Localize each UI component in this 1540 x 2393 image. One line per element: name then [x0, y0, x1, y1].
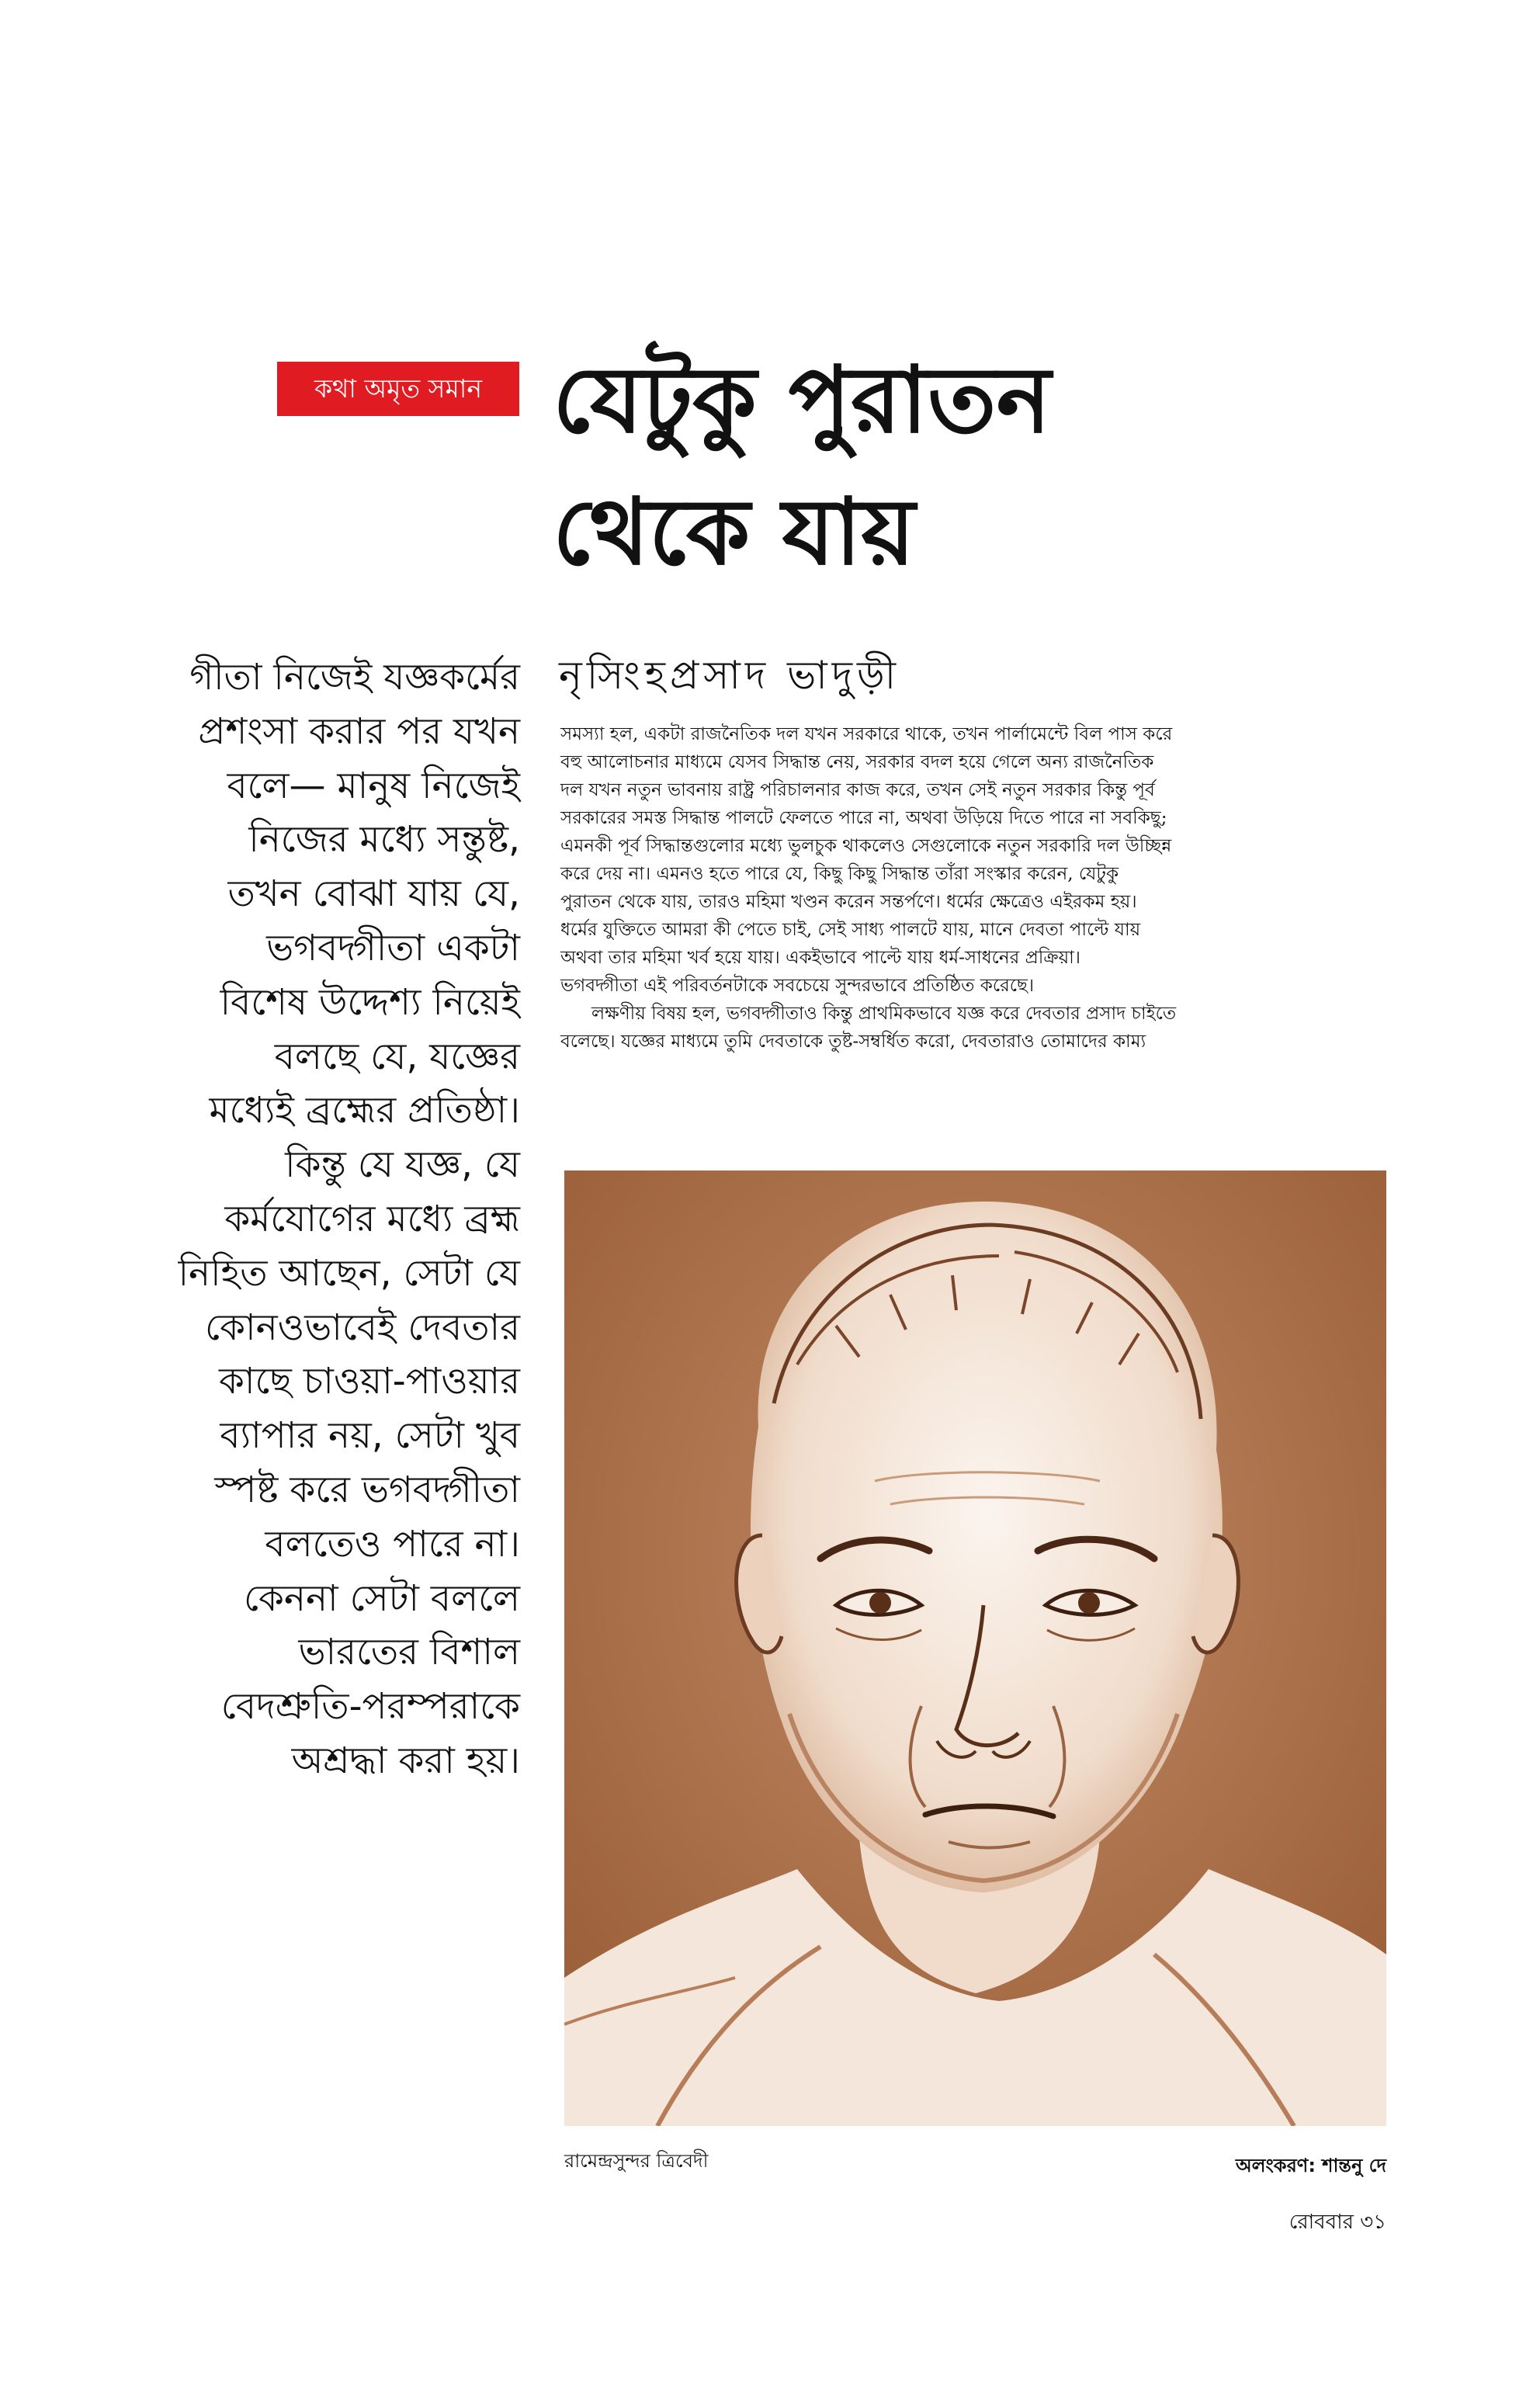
pull-quote-line: বিশেষ উদ্দেশ্য নিয়েই	[220, 980, 520, 1024]
headline	[553, 334, 1313, 598]
section-tag: কথা অমৃত সমান	[277, 362, 519, 416]
pull-quote-line: বলছে যে, যজ্ঞের	[274, 1035, 520, 1078]
pull-quote-line: ভগবদ্গীতা একটা	[266, 926, 520, 969]
pull-quote-line: কেননা সেটা বললে	[243, 1576, 520, 1620]
article-body	[560, 720, 1399, 1056]
pull-quote-line: বেদশ্রুতি-পরম্পরাকে	[220, 1685, 520, 1729]
pull-quote-line: কিন্তু যে যজ্ঞ, যে	[285, 1143, 520, 1187]
headline-line-1: যেটুকু পুরাতন	[553, 346, 1051, 453]
body-line: অথবা তার মহিমা খর্ব হয়ে যায়। একইভাবে পাল্টে যায় ধর্ম-সাধনের প্রক্রিয়া।	[560, 948, 1081, 968]
pull-quote-line: তখন বোঝা যায় যে,	[227, 872, 520, 916]
pull-quote-line: ভারতের বিশাল	[298, 1631, 520, 1674]
author-byline: নৃসিংহপ্রসাদ ভাদুড়ী	[559, 653, 901, 698]
portrait-illustration	[564, 1170, 1386, 2126]
illustration-credit: অলংকরণ: শান্তনু দে	[1235, 2155, 1386, 2176]
pull-quote-line: অশ্রদ্ধা করা হয়।	[291, 1739, 520, 1782]
body-line: পুরাতন থেকে যায়, তারও মহিমা খণ্ডন করেন সন্তর্পণে। ধর্মের ক্ষেত্রেও এইরকম হয়।	[560, 892, 1137, 912]
pull-quote-line: নিহিত আছেন, সেটা যে	[178, 1251, 520, 1295]
pull-quote-line: গীতা নিজেই যজ্ঞকর্মের	[189, 656, 520, 699]
pull-quote	[116, 650, 520, 1788]
pull-quote-line: ব্যাপার নয়, সেটা খুব	[220, 1414, 520, 1458]
body-paragraph	[560, 720, 1399, 1000]
body-paragraph	[560, 1000, 1399, 1056]
body-line: বলেছে। যজ্ঞের মাধ্যমে তুমি দেবতাকে তুষ্ট-সম্বর্ধিত করো, দেবতারাও তোমাদের কাম্য	[560, 1032, 1146, 1052]
pull-quote-line: নিজের মধ্যে সন্তুষ্ট,	[248, 818, 520, 862]
body-line: দল যখন নতুন ভাবনায় রাষ্ট্র পরিচালনার কাজ করে, তখন সেই নতুন সরকার কিন্তু পূর্ব	[560, 780, 1155, 800]
body-line: সমস্যা হল, একটা রাজনৈতিক দল যখন সরকারে থাকে, তখন পার্লামেন্টে বিল পাস করে	[560, 724, 1173, 744]
body-line: ধর্মের যুক্তিতে আমরা কী পেতে চাই, সেই সাধ্য পালটে যায়, মানে দেবতা পাল্টে যায়	[560, 920, 1141, 940]
pull-quote-line: মধ্যেই ব্রহ্মের প্রতিষ্ঠা।	[209, 1089, 520, 1132]
pull-quote-line: কাছে চাওয়া-পাওয়ার	[219, 1360, 520, 1403]
page-folio: রোববার ৩১	[1289, 2211, 1386, 2234]
body-line: সরকারের সমস্ত সিদ্ধান্ত পালটে ফেলতে পারে না, অথবা উড়িয়ে দিতে পারে না সবকিছু;	[560, 808, 1167, 828]
pull-quote-line: কর্মযোগের মধ্যে ব্রহ্ম	[224, 1197, 520, 1240]
headline-line-2: থেকে যায়	[553, 478, 916, 585]
pull-quote-line: বলতেও পারে না।	[265, 1522, 520, 1566]
pull-quote-line: প্রশংসা করার পর যখন	[198, 709, 520, 753]
image-caption: রামেন্দ্রসুন্দর ত্রিবেদী	[564, 2150, 709, 2172]
pull-quote-line: কোনওভাবেই দেবতার	[205, 1306, 520, 1349]
pull-quote-line: বলে— মানুষ নিজেই	[227, 764, 520, 807]
pull-quote-line: স্পষ্ট করে ভগবদ্গীতা	[214, 1468, 520, 1511]
body-line: লক্ষণীয় বিষয় হল, ভগবদ্গীতাও কিন্তু প্রাথমিকভাবে যজ্ঞ করে দেবতার প্রসাদ চাইতে	[591, 1004, 1177, 1024]
body-line: বহু আলোচনার মাধ্যমে যেসব সিদ্ধান্ত নেয়, সরকার বদল হয়ে গেলে অন্য রাজনৈতিক	[560, 752, 1154, 772]
body-line: ভগবদ্গীতা এই পরিবর্তনটাকে সবচেয়ে সুন্দরভাবে প্রতিষ্ঠিত করেছে।	[560, 976, 1035, 996]
body-line: করে দেয় না। এমনও হতে পারে যে, কিছু কিছু সিদ্ধান্ত তাঁরা সংস্কার করেন, যেটুকু	[560, 864, 1119, 884]
body-line: এমনকী পূর্ব সিদ্ধান্তগুলোর মধ্যে ভুলচুক থাকলেও সেগুলোকে নতুন সরকারি দল উচ্ছিন্ন	[560, 836, 1172, 856]
